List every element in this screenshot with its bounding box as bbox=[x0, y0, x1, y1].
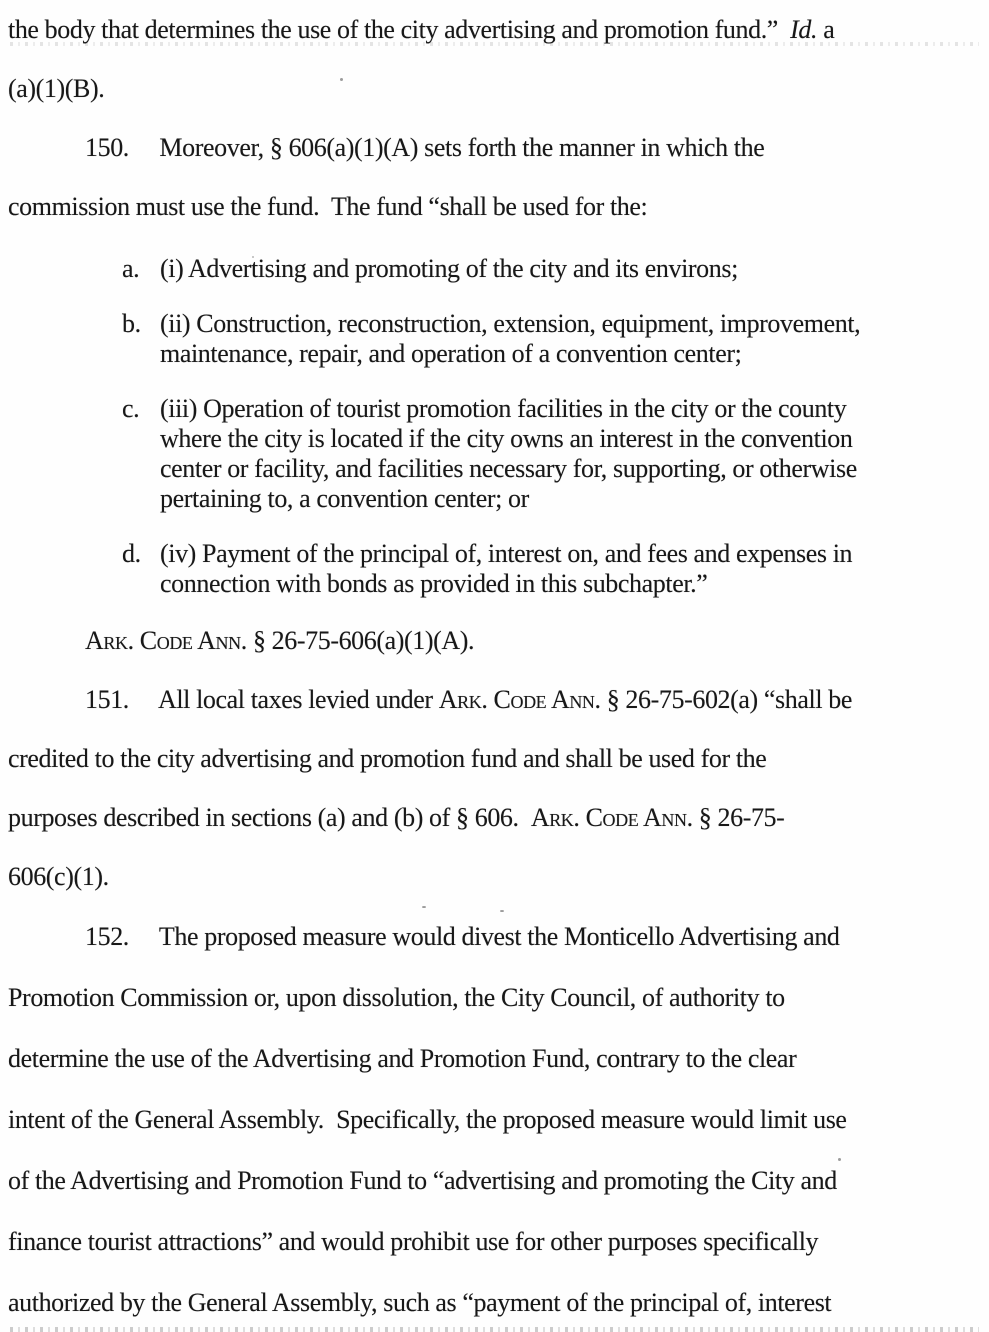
scan-noise-band bbox=[10, 42, 979, 46]
text-line bbox=[8, 670, 985, 729]
scan-artifact bbox=[340, 78, 343, 81]
text-run: of the Advertising and Promotion Fund to “advertising and promoting the City and bbox=[8, 1166, 837, 1195]
text-line bbox=[8, 788, 985, 847]
text-line bbox=[8, 967, 985, 1028]
text-line: connection with bonds as provided in this subchapter.” bbox=[160, 569, 708, 598]
text-run: a bbox=[817, 15, 835, 44]
list-item-label: b. bbox=[122, 309, 141, 338]
text-line: (iv) Payment of the principal of, interest on, and fees and expenses in bbox=[160, 539, 853, 568]
text-run: 152. The proposed measure would divest the Monticello Advertising and bbox=[85, 922, 840, 951]
text-line: (i) Advertising and promoting of the city and its environs; bbox=[160, 254, 738, 283]
text-run: § 26-75- bbox=[692, 803, 785, 832]
scan-artifact bbox=[252, 256, 254, 258]
id-citation: Id. bbox=[790, 15, 818, 44]
list-item-text bbox=[160, 254, 738, 284]
text-line bbox=[8, 1272, 985, 1332]
text-line: where the city is located if the city owns an interest in the convention bbox=[160, 424, 853, 453]
citation-ark-code-606 bbox=[8, 611, 985, 670]
scan-artifact bbox=[422, 906, 426, 908]
text-run: § 26-75-602(a) “shall be bbox=[600, 685, 852, 714]
scan-artifact bbox=[838, 1158, 841, 1161]
text-run: Promotion Commission or, upon dissolution, the City Council, of authority to bbox=[8, 983, 785, 1012]
text-line: (iii) Operation of tourist promotion facilities in the city or the county bbox=[160, 394, 847, 423]
text-run: determine the use of the Advertising and Promotion Fund, contrary to the clear bbox=[8, 1044, 797, 1073]
text-line bbox=[8, 118, 985, 177]
list-item-c bbox=[122, 394, 985, 514]
text-run: (a)(1)(B). bbox=[8, 74, 105, 103]
list-item-d bbox=[122, 539, 985, 599]
list-item-text bbox=[160, 394, 857, 514]
para-151 bbox=[8, 670, 985, 906]
text-line bbox=[8, 1028, 985, 1089]
text-line bbox=[8, 177, 985, 236]
text-line bbox=[8, 1211, 985, 1272]
text-run: 606(c)(1). bbox=[8, 862, 109, 891]
text-run: intent of the General Assembly. Specifically, the proposed measure would limit use bbox=[8, 1105, 847, 1134]
document-content bbox=[8, 0, 985, 1332]
list-item-text bbox=[160, 309, 860, 369]
text-run: 151. All local taxes levied under bbox=[85, 685, 439, 714]
text-line bbox=[8, 729, 985, 788]
text-line bbox=[8, 0, 985, 59]
para-150 bbox=[8, 118, 985, 236]
text-line: center or facility, and facilities necessary for, supporting, or otherwise bbox=[160, 454, 857, 483]
text-run: the body that determines the use of the city advertising and promotion fund.” bbox=[8, 15, 791, 44]
list-item-text bbox=[160, 539, 852, 599]
text-line bbox=[8, 611, 985, 670]
text-line bbox=[8, 1089, 985, 1150]
list-item-label: d. bbox=[122, 539, 141, 568]
text-run: 150. Moreover, § 606(a)(1)(A) sets forth the manner in which the bbox=[85, 133, 765, 162]
list-item-label: c. bbox=[122, 394, 140, 423]
para-152 bbox=[8, 906, 985, 1332]
text-run: credited to the city advertising and promotion fund and shall be used for the bbox=[8, 744, 767, 773]
list-item-a bbox=[122, 254, 985, 284]
text-line: (ii) Construction, reconstruction, extension, equipment, improvement, bbox=[160, 309, 861, 338]
scan-artifact bbox=[500, 910, 504, 912]
text-run: finance tourist attractions” and would prohibit use for other purposes specifically bbox=[8, 1227, 819, 1256]
statute-citation: Ark. Code Ann. bbox=[438, 685, 601, 714]
text-run: purposes described in sections (a) and (b) of § 606. bbox=[8, 803, 531, 832]
list-item-label: a. bbox=[122, 254, 140, 283]
text-run: authorized by the General Assembly, such as “payment of the principal of, interest bbox=[8, 1288, 832, 1317]
text-line: pertaining to, a convention center; or bbox=[160, 484, 529, 513]
text-line bbox=[8, 847, 985, 906]
text-run: commission must use the fund. The fund “shall be used for the: bbox=[8, 192, 648, 221]
statute-quote-list bbox=[122, 254, 985, 599]
list-item-b bbox=[122, 309, 985, 369]
text-line bbox=[8, 906, 985, 967]
text-line bbox=[8, 59, 985, 118]
scan-noise-band bbox=[10, 1327, 979, 1332]
text-run: § 26-75-606(a)(1)(A). bbox=[246, 626, 475, 655]
statute-citation: Ark. Code Ann. bbox=[85, 626, 247, 655]
para-149-continuation bbox=[8, 0, 985, 118]
statute-citation: Ark. Code Ann. bbox=[530, 803, 693, 832]
text-line: maintenance, repair, and operation of a convention center; bbox=[160, 339, 742, 368]
